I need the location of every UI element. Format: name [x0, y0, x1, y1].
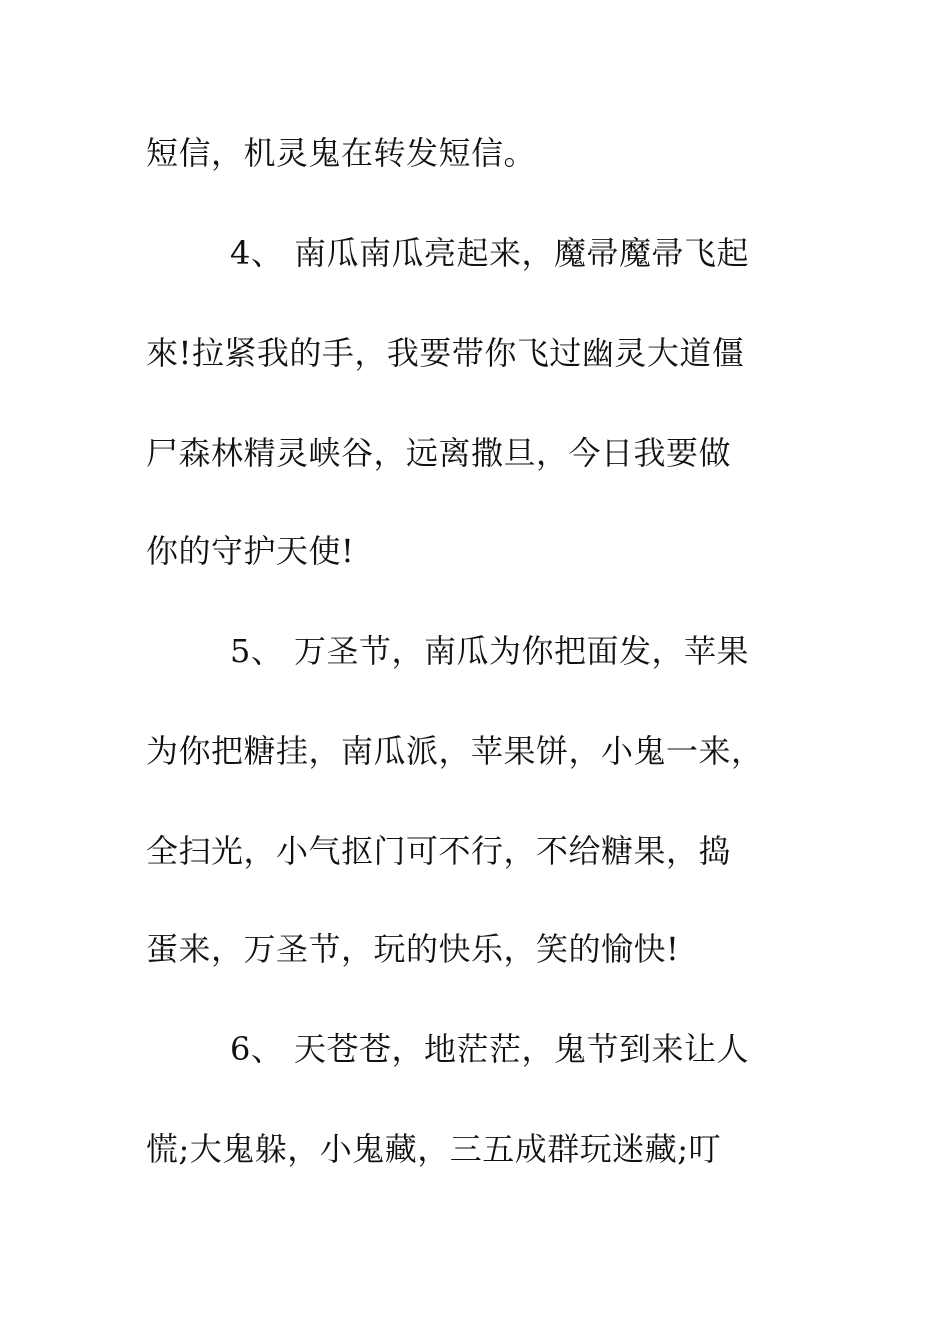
text-line: 你的守护天使!	[146, 532, 355, 570]
text-line: 來!拉紧我的手，我要带你飞过幽灵大道僵	[146, 334, 745, 372]
list-item-4-start: 4、 南瓜南瓜亮起来，魔帚魔帚飞起	[230, 234, 750, 272]
text-line: 为你把糖挂，南瓜派，苹果饼，小鬼一来，	[146, 732, 764, 770]
list-item-5-start: 5、 万圣节，南瓜为你把面发，苹果	[230, 632, 750, 670]
text-line: 蛋来，万圣节，玩的快乐，笑的愉快!	[146, 930, 680, 968]
text-line: 全扫光，小气抠门可不行，不给糖果，捣	[146, 832, 732, 870]
text-line: 尸森林精灵峡谷，远离撒旦，今日我要做	[146, 434, 732, 472]
text-line: 短信，机灵鬼在转发短信。	[146, 134, 537, 172]
text-line: 慌;大鬼躲，小鬼藏，三五成群玩迷藏;叮	[146, 1130, 722, 1168]
list-item-6-start: 6、 天苍苍，地茫茫，鬼节到来让人	[230, 1030, 750, 1068]
